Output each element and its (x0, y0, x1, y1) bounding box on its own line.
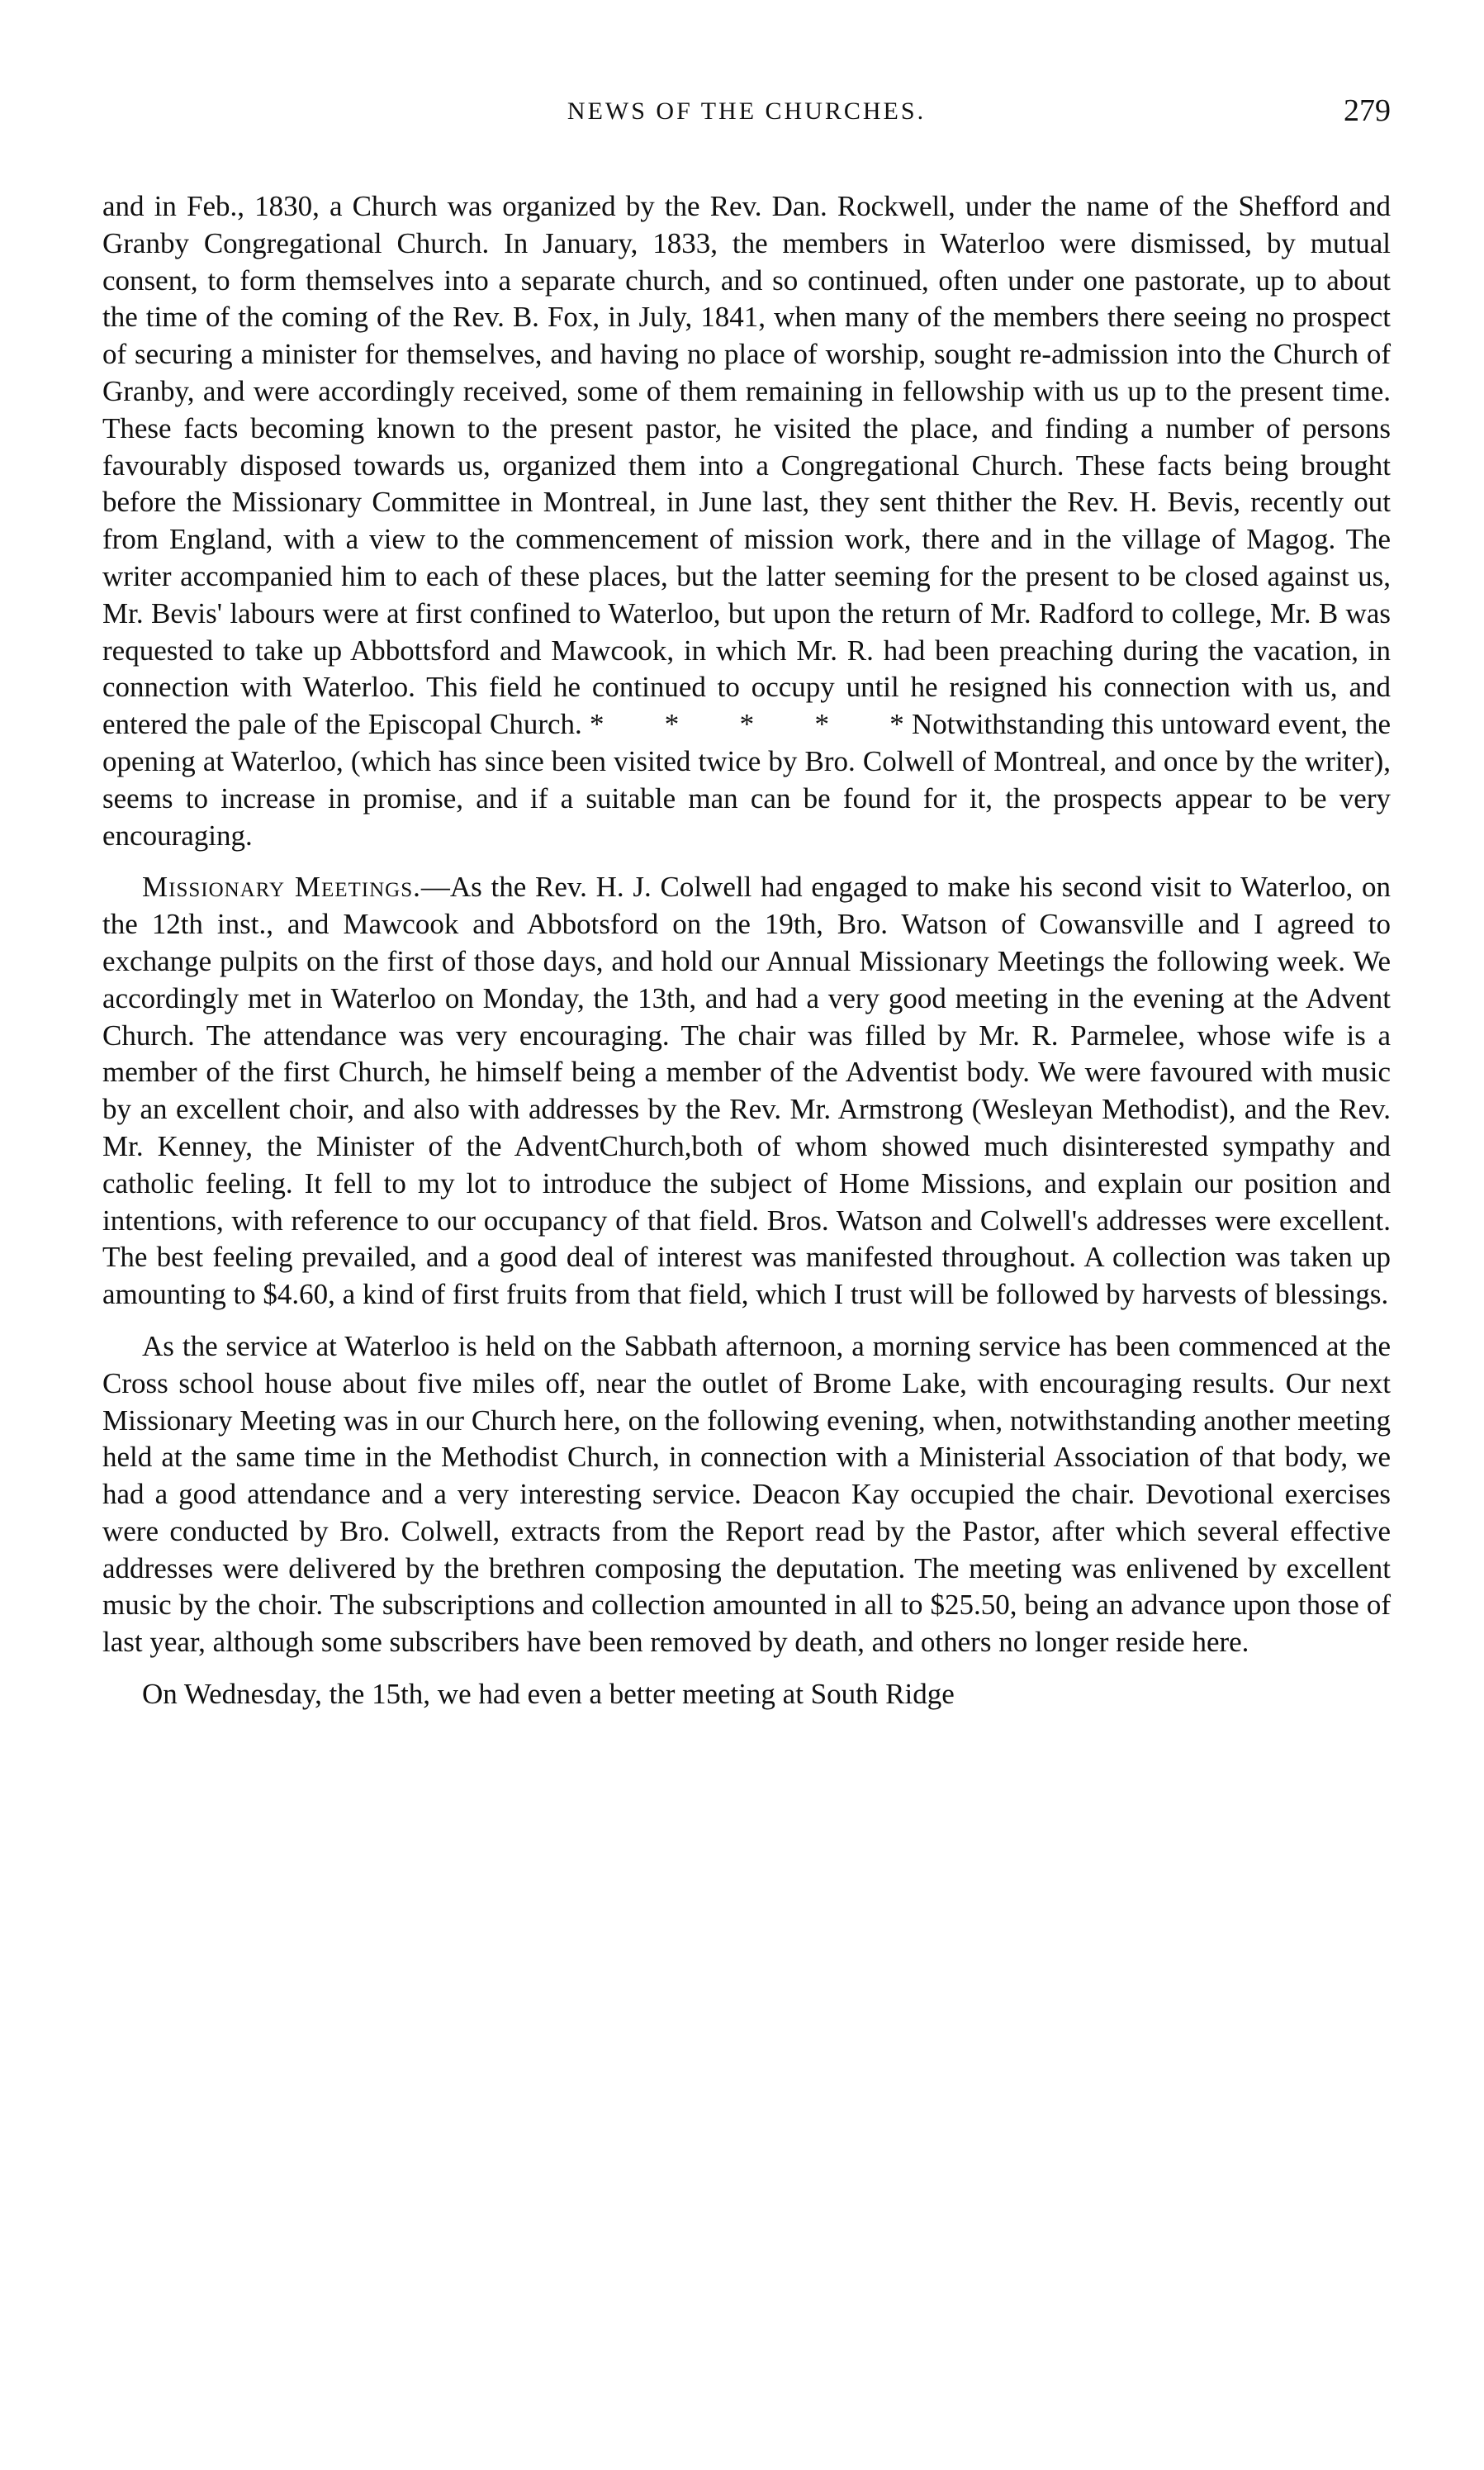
paragraph-waterloo-history (102, 188, 1391, 854)
article-body (102, 188, 1391, 1728)
paragraph-text: On Wednesday, the 15th, we had even a better meeting at South Ridge (142, 1678, 955, 1711)
paragraph-text: —As the Rev. H. J. Colwell had engaged to make his second visit to Waterloo, on the 12th inst., and Mawcook and Abbotsford on the 19th, Bro. Watson of Cowansville and I agreed to exchange pulpits on the first of those days, and hold our Annual Missionary Meetings the following week. We accordingly met in Waterloo on Monday, the 13th, and had a very good meeting in the evening at the Advent Church. The attendance was very encouraging. The chair was filled by Mr. R. Parmelee, whose wife is a member of the first Church, he himself being a member of the Adventist body. We were favoured with music by an excellent choir, and also with addresses by the Rev. Mr. Armstrong (Wesleyan Methodist), and the Rev. Mr. Kenney, the Minister of the AdventChurch,both of whom showed much disinterested sympathy and catholic feeling. It fell to my lot to introduce the subject of Home Missions, and explain our position and intentions, with reference to our occupancy of that field. Bros. Watson and Colwell's addresses were excellent. The best feeling prevailed, and a good deal of interest was manifested throughout. A collection was taken up amounting to $4.60, a kind of first fruits from that field, which I trust will be followed by harvests of blessings. (102, 871, 1391, 1311)
asterisk-break: * * * * * (589, 708, 904, 741)
paragraph-waterloo-service (102, 1328, 1391, 1661)
paragraph-south-ridge (102, 1676, 1391, 1713)
paragraph-missionary-meetings (102, 869, 1391, 1313)
paragraph-text-continued: Notwithstanding this untoward event, the opening at Waterloo, (which has since been visited twice by Bro. Colwell of Montreal, and once by the writer), seems to increase in promise, and if a suitable man can be found for it, the prospects appear to be very encouraging. (102, 708, 1392, 852)
paragraph-text: and in Feb., 1830, a Church was organized by the Rev. Dan. Rockwell, under the name of the Shefford and Granby Congregational Church. In January, 1833, the members in Waterloo were dismissed, by mutual consent, to form themselves into a separate church, and so continued, often under one pastorate, up to about the time of the coming of the Rev. B. Fox, in July, 1841, when many of the members there seeing no prospect of securing a minister for themselves, and having no place of worship, sought re-admission into the Church of Granby, and were accordingly received, some of them remaining in fellowship with us up to the present time. These facts becoming known to the present pastor, he visited the place, and finding a number of persons favourably disposed towards us, organized them into a Congregational Church. These facts being brought before the Missionary Committee in Montreal, in June last, they sent thither the Rev. H. Bevis, recently out from England, with a view to the commencement of mission work, there and in the village of Magog. The writer accompanied him to each of these places, but the latter seeming for the present to be closed against us, Mr. Bevis' labours were at first confined to Waterloo, but upon the return of Mr. Radford to college, Mr. B was requested to take up Abbottsford and Mawcook, in which Mr. R. had been preaching during the vacation, in connection with Waterloo. This field he continued to occupy until he resigned his connection with us, and entered the pale of the Episcopal Church. (102, 190, 1391, 741)
page-number: 279 (1344, 93, 1391, 128)
page-header (102, 89, 1391, 139)
running-head: NEWS OF THE CHURCHES. (567, 97, 927, 125)
section-lead-heading: Missionary Meetings. (142, 871, 421, 904)
paragraph-text: As the service at Waterloo is held on the Sabbath afternoon, a morning service has been commenced at the Cross school house about five miles off, near the outlet of Brome Lake, with encouraging results. Our next Missionary Meeting was in our Church here, on the following evening, when, notwithstanding another meeting held at the same time in the Methodist Church, in connection with a Ministerial Association of that body, we had a good attendance and a very interesting service. Deacon Kay occupied the chair. Devotional exercises were conducted by Bro. Colwell, extracts from the Report read by the Pastor, after which several effective addresses were delivered by the brethren composing the deputation. The meeting was enlivened by excellent music by the choir. The subscriptions and collection amounted in all to $25.50, being an advance upon those of last year, although some subscribers have been removed by death, and others no longer reside here. (102, 1329, 1391, 1659)
